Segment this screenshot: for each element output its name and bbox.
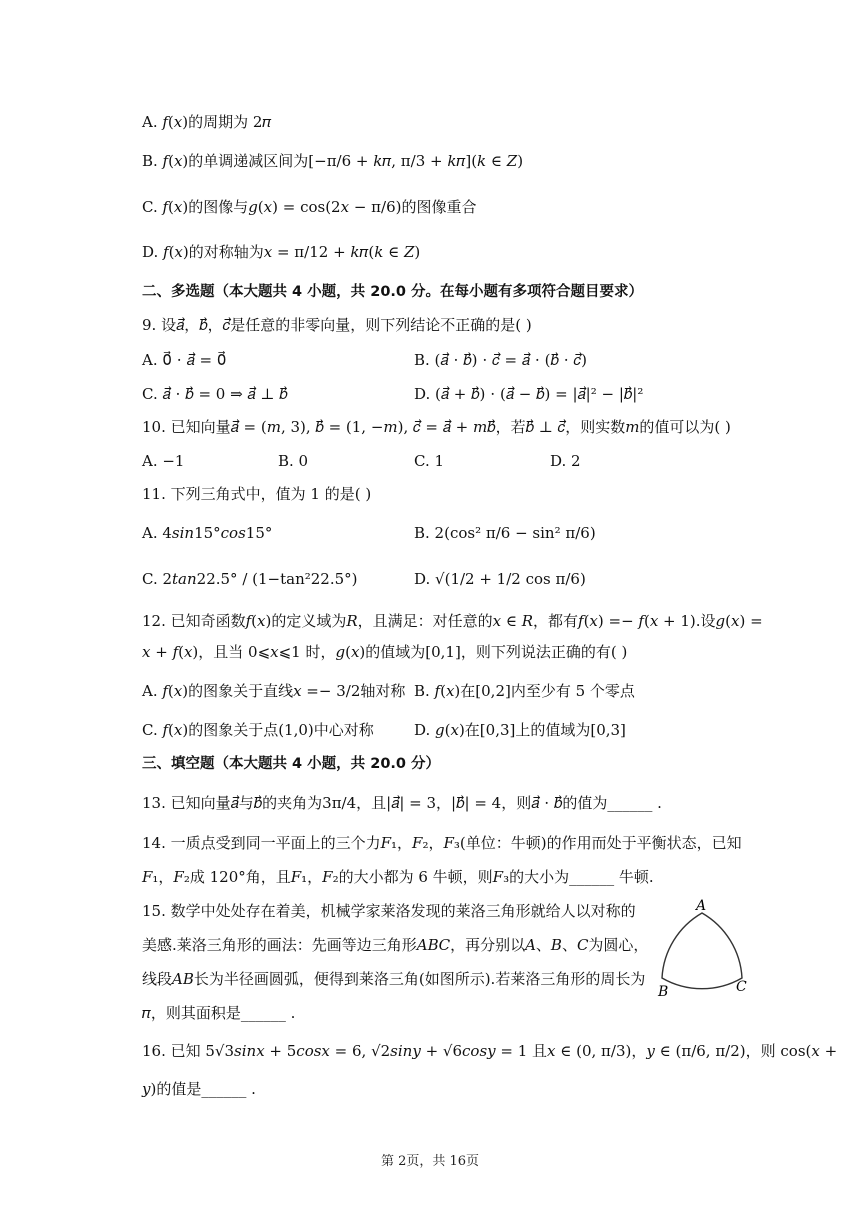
question-9: 9. 设𝑎⃗，𝑏⃗，𝑐⃗是任意的非零向量，则下列结论不正确的是( ) <box>142 316 532 334</box>
option-d: D. √(1/2 + 1/2 cos π/6) <box>414 570 586 588</box>
question-13: 13. 已知向量𝑎⃗与𝑏⃗的夹角为3π/4，且|𝑎⃗| = 3，|𝑏⃗| = 4，则𝑎⃗ ⋅ 𝑏⃗的值为______ . <box>142 794 662 812</box>
option-a: A. −1 <box>142 452 185 470</box>
option-a: A. 𝑓(𝑥)的图象关于直线𝑥 =− 3/2轴对称 <box>142 682 406 700</box>
question-16: 16. 已知 5√3𝑠𝑖𝑛𝑥 + 5𝑐𝑜𝑠𝑥 = 6, √2𝑠𝑖𝑛𝑦 + √6𝑐𝑜𝑠𝑦 = 1 且𝑥 ∈ (0, π/3)，𝑦 ∈ (π/6, π/2)，则 cos(𝑥 + <box>142 1042 838 1060</box>
option-c: C. 𝑎⃗ ⋅ 𝑏⃗ = 0 ⇒ 𝑎⃗ ⊥ 𝑏⃗ <box>142 385 288 403</box>
question-10: 10. 已知向量𝑎⃗ = (𝑚, 3), 𝑏⃗ = (1, −𝑚), 𝑐⃗ = 𝑎⃗ + 𝑚𝑏⃗，若𝑏⃗ ⊥ 𝑐⃗，则实数𝑚的值可以为( ) <box>142 418 731 436</box>
option-d: D. 𝑔(𝑥)在[0,3]上的值域为[0,3] <box>414 721 626 739</box>
option-b: B. 2(cos² π/6 − sin² π/6) <box>414 524 596 542</box>
question-14: 14. 一质点受到同一平面上的三个力𝐹₁，𝐹₂，𝐹₃(单位：牛顿)的作用而处于平衡状态，已知 <box>142 834 742 852</box>
option-c: C. 1 <box>414 452 445 470</box>
vertex-label-b: B <box>658 984 669 1000</box>
option-line: C. 𝑓(𝑥)的图像与𝑔(𝑥) = cos(2𝑥 − π/6)的图像重合 <box>142 198 477 216</box>
option-a: A. 0⃗ ⋅ 𝑎⃗ = 0⃗ <box>142 351 227 369</box>
vertex-label-c: C <box>736 979 747 995</box>
question-15-cont: 美感.莱洛三角形的画法：先画等边三角形𝐴𝐵𝐶，再分别以𝐴、𝐵、𝐶为圆心， <box>142 936 649 954</box>
section-heading: 二、多选题（本大题共 4 小题，共 20.0 分。在每小题有多项符合题目要求） <box>142 284 644 300</box>
vertex-label-a: A <box>696 898 707 914</box>
question-12: 12. 已知奇函数𝑓(𝑥)的定义域为𝑅，且满足：对任意的𝑥 ∈ 𝑅，都有𝑓(𝑥) =− 𝑓(𝑥 + 1).设𝑔(𝑥) = <box>142 612 763 630</box>
question-15-cont: 𝜋，则其面积是______ . <box>142 1004 296 1022</box>
option-b: B. (𝑎⃗ ⋅ 𝑏⃗) ⋅ 𝑐⃗ = 𝑎⃗ ⋅ (𝑏⃗ ⋅ 𝑐⃗) <box>414 351 587 369</box>
option-d: D. 2 <box>550 452 581 470</box>
question-16-cont: 𝑦)的值是______ . <box>142 1080 256 1098</box>
section-heading: 三、填空题（本大题共 4 小题，共 20.0 分） <box>142 756 441 772</box>
question-15: 15. 数学中处处存在着美，机械学家莱洛发现的莱洛三角形就给人以对称的 <box>142 902 636 920</box>
reuleaux-triangle-outline <box>662 913 742 989</box>
option-b: B. 0 <box>278 452 309 470</box>
page-footer: 第 2页，共 16页 <box>380 1154 480 1169</box>
question-11: 11. 下列三角式中，值为 1 的是( ) <box>142 485 372 503</box>
question-14-cont: 𝐹₁，𝐹₂成 120°角，且𝐹₁，𝐹₂的大小都为 6 牛顿，则𝐹₃的大小为______ 牛顿. <box>142 868 654 886</box>
question-12-cont: 𝑥 + 𝑓(𝑥)，且当 0⩽𝑥⩽1 时，𝑔(𝑥)的值域为[0,1]，则下列说法正确的有( ) <box>142 643 628 661</box>
option-line: B. 𝑓(𝑥)的单调递减区间为[−π/6 + 𝑘𝜋, π/3 + 𝑘𝜋](𝑘 ∈ 𝑍) <box>142 152 524 170</box>
option-c: C. 2𝑡𝑎𝑛22.5° / (1−tan²22.5°) <box>142 570 358 588</box>
option-b: B. 𝑓(𝑥)在[0,2]内至少有 5 个零点 <box>414 682 635 700</box>
option-d: D. (𝑎⃗ + 𝑏⃗) ⋅ (𝑎⃗ − 𝑏⃗) = |𝑎⃗|² − |𝑏⃗|² <box>414 385 644 403</box>
reuleaux-triangle-figure <box>650 896 755 1001</box>
option-line: D. 𝑓(𝑥)的对称轴为𝑥 = π/12 + 𝑘𝜋(𝑘 ∈ 𝑍) <box>142 243 421 261</box>
option-c: C. 𝑓(𝑥)的图象关于点(1,0)中心对称 <box>142 721 374 739</box>
option-line: A. 𝑓(𝑥)的周期为 2𝜋 <box>142 113 272 131</box>
question-15-cont: 线段𝐴𝐵长为半径画圆弧，便得到莱洛三角(如图所示).若莱洛三角形的周长为 <box>142 970 646 988</box>
option-a: A. 4𝑠𝑖𝑛15°𝑐𝑜𝑠15° <box>142 524 273 542</box>
